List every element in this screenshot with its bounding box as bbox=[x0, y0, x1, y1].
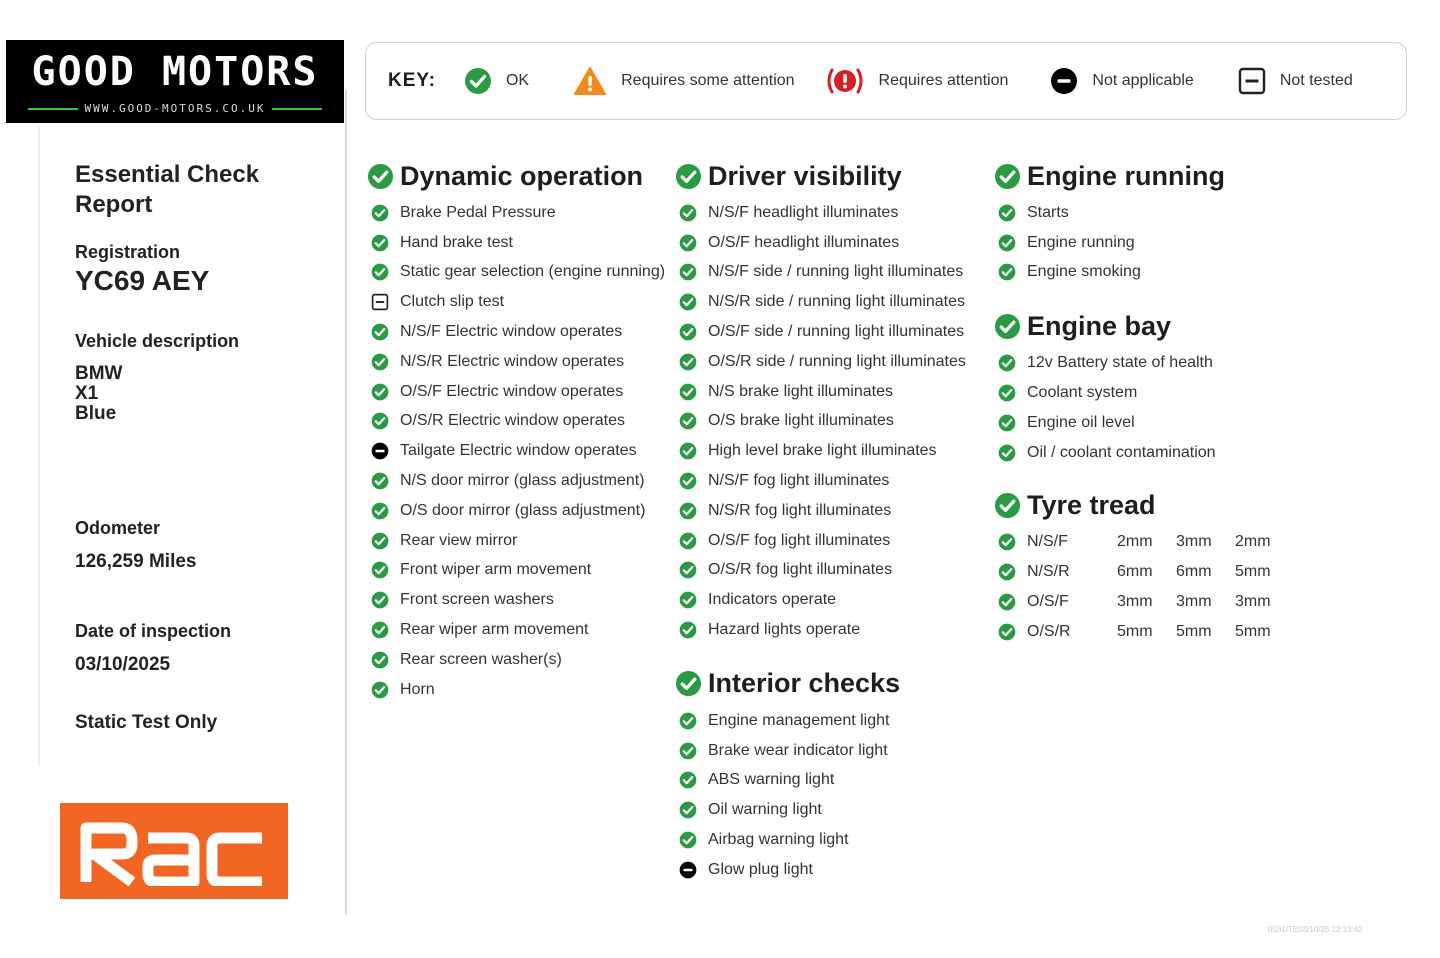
status-ok-icon bbox=[371, 323, 389, 341]
status-ok-icon bbox=[679, 353, 697, 371]
tyre-depth: 5mm bbox=[1235, 563, 1271, 581]
tyre-depth: 2mm bbox=[1235, 533, 1271, 551]
section-interior-checks bbox=[675, 666, 985, 702]
rac-logo-icon bbox=[74, 816, 274, 886]
check-item bbox=[367, 556, 677, 586]
check-item-label: N/S/F Electric window operates bbox=[400, 323, 623, 341]
check-item bbox=[367, 526, 677, 556]
check-item bbox=[367, 198, 677, 228]
check-item bbox=[994, 408, 1314, 438]
footnote-timestamp: 0031/TE03/10/25 12:13:42 bbox=[1268, 925, 1363, 934]
status-ok-icon bbox=[998, 414, 1016, 432]
check-item bbox=[675, 526, 985, 556]
check-item-label: Brake Pedal Pressure bbox=[400, 203, 556, 221]
tyre-row bbox=[994, 587, 1314, 617]
status-ok-icon bbox=[371, 591, 389, 609]
check-item-label: O/S door mirror (glass adjustment) bbox=[400, 501, 646, 519]
tyre-tread-list bbox=[994, 528, 1314, 647]
check-item bbox=[675, 556, 985, 586]
key-item-warning bbox=[573, 66, 794, 96]
status-ok-icon bbox=[679, 263, 697, 281]
engine-running-list bbox=[994, 198, 1314, 287]
check-item bbox=[994, 348, 1314, 378]
check-item-label: Brake wear indicator light bbox=[708, 741, 888, 759]
check-item bbox=[675, 736, 985, 766]
status-ok-icon bbox=[371, 234, 389, 252]
section-title: Driver visibility bbox=[708, 160, 902, 191]
tyre-depth: 5mm bbox=[1176, 622, 1212, 640]
check-item bbox=[675, 466, 985, 496]
check-item bbox=[367, 496, 677, 526]
dynamic-operation-list bbox=[367, 198, 677, 705]
check-item-label: N/S brake light illuminates bbox=[708, 382, 893, 400]
check-item bbox=[675, 258, 985, 288]
check-item-label: N/S/F headlight illuminates bbox=[708, 203, 899, 221]
key-item-ok bbox=[464, 67, 529, 95]
check-item-label: O/S/F headlight illuminates bbox=[708, 233, 900, 251]
check-item bbox=[994, 258, 1314, 288]
status-ok-icon bbox=[679, 532, 697, 550]
tyre-depth: 3mm bbox=[1176, 533, 1212, 551]
check-item-label: Coolant system bbox=[1027, 384, 1138, 402]
section-title: Tyre tread bbox=[1027, 490, 1156, 521]
status-ok-icon bbox=[998, 384, 1016, 402]
key-label-alert: Requires attention bbox=[878, 72, 1009, 89]
tyre-depth: 6mm bbox=[1117, 563, 1153, 581]
status-ok-icon bbox=[679, 621, 697, 639]
column-3 bbox=[994, 158, 1314, 647]
tyre-depth: 2mm bbox=[1117, 533, 1153, 551]
alert-circle-icon bbox=[825, 66, 865, 96]
section-engine-bay bbox=[994, 308, 1314, 344]
status-ok-icon bbox=[679, 442, 697, 460]
check-item bbox=[675, 706, 985, 736]
tyre-position: N/S/R bbox=[1027, 563, 1070, 581]
check-item-label: N/S/R fog light illuminates bbox=[708, 501, 892, 519]
check-item bbox=[367, 645, 677, 675]
status-ok-icon bbox=[679, 561, 697, 579]
check-item-label: Hazard lights operate bbox=[708, 621, 861, 639]
check-item bbox=[367, 407, 677, 437]
check-item bbox=[675, 287, 985, 317]
section-title: Interior checks bbox=[708, 668, 901, 699]
check-item-label: Oil / coolant contamination bbox=[1027, 443, 1216, 461]
check-item bbox=[675, 436, 985, 466]
check-item-label: N/S/R side / running light illuminates bbox=[708, 293, 966, 311]
check-item bbox=[994, 228, 1314, 258]
status-ok-icon bbox=[998, 593, 1016, 611]
status-ok-icon bbox=[679, 293, 697, 311]
check-item bbox=[367, 675, 677, 705]
logo-url-line-right bbox=[272, 108, 322, 110]
status-ok-icon bbox=[679, 591, 697, 609]
key-item-not-tested bbox=[1238, 67, 1353, 95]
not-tested-icon bbox=[1238, 67, 1266, 95]
key-label-warning: Requires some attention bbox=[621, 72, 795, 89]
column-1 bbox=[367, 158, 677, 705]
tyre-depth: 3mm bbox=[1117, 593, 1153, 611]
good-motors-logo bbox=[6, 40, 344, 123]
check-item-label: Rear view mirror bbox=[400, 531, 518, 549]
not-applicable-icon bbox=[371, 442, 389, 460]
status-ok-icon bbox=[679, 712, 697, 730]
date-label: Date of inspection bbox=[75, 621, 232, 641]
section-ok-icon bbox=[675, 163, 702, 190]
section-ok-icon bbox=[367, 163, 394, 190]
tyre-position: N/S/F bbox=[1027, 533, 1068, 551]
status-ok-icon bbox=[371, 263, 389, 281]
ok-check-icon bbox=[464, 67, 492, 95]
check-item bbox=[675, 825, 985, 855]
registration-label: Registration bbox=[75, 242, 181, 262]
status-ok-icon bbox=[679, 204, 697, 222]
check-item-label: Glow plug light bbox=[708, 860, 813, 878]
not-applicable-icon bbox=[1050, 67, 1078, 95]
status-key-bar bbox=[365, 42, 1407, 120]
check-item-label: O/S brake light illuminates bbox=[708, 412, 894, 430]
engine-bay-list bbox=[994, 348, 1314, 467]
check-item-label: N/S/R Electric window operates bbox=[400, 352, 625, 370]
status-ok-icon bbox=[371, 383, 389, 401]
check-item-label: Indicators operate bbox=[708, 591, 837, 609]
status-ok-icon bbox=[679, 502, 697, 520]
left-edge-divider bbox=[38, 125, 40, 765]
status-ok-icon bbox=[679, 234, 697, 252]
status-ok-icon bbox=[998, 444, 1016, 462]
section-title: Engine running bbox=[1027, 160, 1225, 191]
logo-url-line-left bbox=[28, 108, 78, 110]
check-item bbox=[675, 496, 985, 526]
status-ok-icon bbox=[998, 234, 1016, 252]
check-item-label: Starts bbox=[1027, 203, 1069, 221]
vehicle-make: BMW bbox=[75, 363, 123, 384]
status-ok-icon bbox=[679, 323, 697, 341]
check-item bbox=[675, 795, 985, 825]
check-item bbox=[675, 855, 985, 885]
check-item-label: O/S/F Electric window operates bbox=[400, 382, 624, 400]
section-ok-icon bbox=[994, 492, 1021, 519]
status-ok-icon bbox=[679, 742, 697, 760]
status-ok-icon bbox=[371, 502, 389, 520]
status-ok-icon bbox=[371, 472, 389, 490]
status-ok-icon bbox=[998, 563, 1016, 581]
registration-value: YC69 AEY bbox=[75, 265, 210, 296]
report-title: Essential Check Report bbox=[75, 161, 260, 218]
column-2 bbox=[675, 158, 985, 885]
check-item bbox=[367, 228, 677, 258]
not-applicable-icon bbox=[679, 861, 697, 879]
check-item bbox=[367, 287, 677, 317]
check-item-label: Oil warning light bbox=[708, 801, 822, 819]
tyre-depth: 5mm bbox=[1235, 622, 1271, 640]
section-title: Dynamic operation bbox=[400, 160, 644, 191]
check-item-label: O/S/F side / running light illuminates bbox=[708, 323, 965, 341]
check-item bbox=[675, 347, 985, 377]
status-ok-icon bbox=[371, 621, 389, 639]
check-item bbox=[367, 258, 677, 288]
rac-logo bbox=[60, 803, 288, 899]
tyre-row bbox=[994, 617, 1314, 647]
tyre-position: O/S/F bbox=[1027, 593, 1069, 611]
section-engine-running bbox=[994, 158, 1314, 194]
panel-divider bbox=[345, 90, 347, 915]
tyre-row bbox=[994, 557, 1314, 587]
check-item-label: ABS warning light bbox=[708, 771, 835, 789]
status-ok-icon bbox=[998, 623, 1016, 641]
report-info-panel bbox=[75, 160, 335, 734]
status-ok-icon bbox=[371, 412, 389, 430]
check-item bbox=[367, 436, 677, 466]
key-item-alert bbox=[825, 66, 1009, 96]
check-item bbox=[675, 615, 985, 645]
check-item bbox=[675, 766, 985, 796]
section-ok-icon bbox=[994, 313, 1021, 340]
section-dynamic-operation bbox=[367, 158, 677, 194]
check-item-label: Front wiper arm movement bbox=[400, 561, 592, 579]
vehicle-model: X1 bbox=[75, 383, 99, 404]
check-item-label: Horn bbox=[400, 680, 435, 698]
interior-checks-list bbox=[675, 706, 985, 885]
status-ok-icon bbox=[371, 204, 389, 222]
check-item-label: Engine smoking bbox=[1027, 263, 1141, 281]
status-ok-icon bbox=[371, 561, 389, 579]
status-ok-icon bbox=[679, 831, 697, 849]
tyre-depth: 5mm bbox=[1117, 622, 1153, 640]
check-item bbox=[675, 317, 985, 347]
tyre-depth: 3mm bbox=[1235, 593, 1271, 611]
status-ok-icon bbox=[679, 412, 697, 430]
vehicle-description bbox=[75, 364, 335, 424]
check-item bbox=[675, 377, 985, 407]
odometer-value: 126,259 Miles bbox=[75, 551, 197, 572]
section-tyre-tread bbox=[994, 488, 1314, 524]
check-item bbox=[994, 198, 1314, 228]
check-item-label: 12v Battery state of health bbox=[1027, 354, 1213, 372]
check-item-label: O/S/R fog light illuminates bbox=[708, 561, 893, 579]
check-item-label: N/S/F side / running light illuminates bbox=[708, 263, 964, 281]
section-driver-visibility bbox=[675, 158, 985, 194]
check-item bbox=[675, 585, 985, 615]
status-ok-icon bbox=[371, 353, 389, 371]
check-item-label: Hand brake test bbox=[400, 233, 513, 251]
tyre-row bbox=[994, 528, 1314, 558]
odometer-label: Odometer bbox=[75, 518, 161, 538]
status-ok-icon bbox=[998, 263, 1016, 281]
status-ok-icon bbox=[679, 383, 697, 401]
check-item-label: Static gear selection (engine running) bbox=[400, 263, 666, 281]
check-item-label: Tailgate Electric window operates bbox=[400, 442, 637, 460]
check-item bbox=[367, 615, 677, 645]
check-item-label: Clutch slip test bbox=[400, 293, 505, 311]
section-ok-icon bbox=[994, 163, 1021, 190]
driver-visibility-list bbox=[675, 198, 985, 645]
not-tested-icon bbox=[371, 293, 389, 311]
date-value: 03/10/2025 bbox=[75, 654, 171, 675]
section-title: Engine bay bbox=[1027, 310, 1172, 341]
key-label-na: Not applicable bbox=[1092, 72, 1194, 89]
status-ok-icon bbox=[679, 472, 697, 490]
check-item-label: N/S/F fog light illuminates bbox=[708, 472, 890, 490]
check-item-label: Engine management light bbox=[708, 711, 890, 729]
logo-url bbox=[6, 102, 344, 115]
check-item bbox=[675, 198, 985, 228]
vehicle-colour: Blue bbox=[75, 403, 117, 424]
check-item-label: O/S/F fog light illuminates bbox=[708, 531, 891, 549]
check-item bbox=[367, 585, 677, 615]
check-item bbox=[675, 228, 985, 258]
check-item-label: Engine running bbox=[1027, 233, 1135, 251]
check-item bbox=[367, 377, 677, 407]
key-title: KEY: bbox=[388, 70, 436, 91]
check-item-label: O/S/R Electric window operates bbox=[400, 412, 625, 430]
check-item-label: Front screen washers bbox=[400, 591, 554, 609]
check-item bbox=[367, 347, 677, 377]
check-item bbox=[367, 466, 677, 496]
check-item bbox=[367, 317, 677, 347]
logo-title: GOOD MOTORS bbox=[31, 49, 319, 95]
warning-triangle-icon bbox=[573, 66, 607, 96]
check-item-label: Rear screen washer(s) bbox=[400, 650, 562, 668]
status-ok-icon bbox=[679, 771, 697, 789]
status-ok-icon bbox=[371, 532, 389, 550]
status-ok-icon bbox=[371, 651, 389, 669]
check-item bbox=[994, 438, 1314, 468]
check-item-label: Airbag warning light bbox=[708, 831, 849, 849]
status-ok-icon bbox=[371, 681, 389, 699]
tyre-depth: 6mm bbox=[1176, 563, 1212, 581]
status-ok-icon bbox=[998, 533, 1016, 551]
status-ok-icon bbox=[679, 801, 697, 819]
static-test-note: Static Test Only bbox=[75, 712, 218, 733]
check-item-label: N/S door mirror (glass adjustment) bbox=[400, 472, 645, 490]
section-ok-icon bbox=[675, 670, 702, 697]
check-item-label: Engine oil level bbox=[1027, 413, 1135, 431]
key-label-not-tested: Not tested bbox=[1279, 72, 1353, 89]
check-item-label: High level brake light illuminates bbox=[708, 442, 937, 460]
tyre-position: O/S/R bbox=[1027, 622, 1071, 640]
vehicle-description-label: Vehicle description bbox=[75, 331, 240, 351]
check-item-label: O/S/R side / running light illuminates bbox=[708, 352, 966, 370]
key-label-ok: OK bbox=[505, 72, 530, 89]
check-item bbox=[675, 407, 985, 437]
status-ok-icon bbox=[998, 354, 1016, 372]
check-item-label: Rear wiper arm movement bbox=[400, 621, 589, 639]
status-ok-icon bbox=[998, 204, 1016, 222]
key-item-na bbox=[1050, 67, 1193, 95]
tyre-depth: 3mm bbox=[1176, 593, 1212, 611]
check-item bbox=[994, 378, 1314, 408]
logo-url-text: WWW.GOOD-MOTORS.CO.UK bbox=[84, 102, 266, 115]
